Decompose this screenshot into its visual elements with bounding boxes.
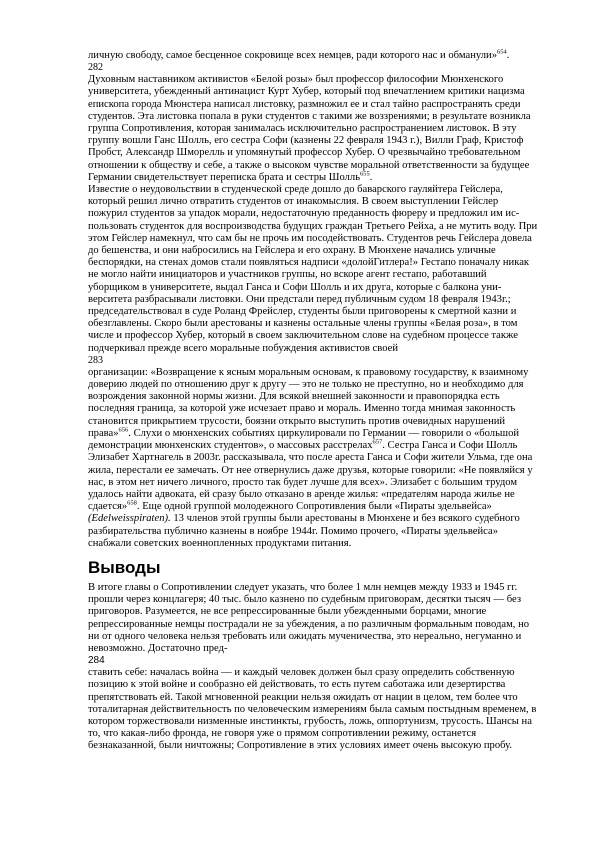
page-number-284: 284 [88,655,105,667]
footnote-ref-655[interactable]: 655 [360,170,370,178]
paragraph-text: организации: «Возвращение к ясным моральным основам, к правовому государству, к взаимному доверию людей по отношению друг к другу — это не только не преступно, но и необходимо для возрождения законной нормы жизни. Для всякой внешней законности и правопорядка есть последняя граница, за которой уже исчезает право и мораль. Именно тогда мнимая законность становится прикрытием трусости, боязни открыто выступить против очевидных нарушений права» [88,366,529,439]
paragraph-final: ставить себе: началась война — и каждый человек должен был сразу определить собственную позицию к этой войне и сообразно ей действовать, то есть путем саботажа или дезертирства препятствовать ей. Такой мгновенной реакции нельзя ожидать от нации в целом, тем более что тоталитарная действительность по человеческим измерениям была самым постыдным временем, в котором торжествовали низменные инстинкты, грубость, ложь, оппортунизм, трусость. Шансы на то, что какая-либо фронда, не говоря уже о прямом сопротивлении режиму, останется безнаказанной, были ничтожны; Сопротивление в этих условиях имеет очень высокую пробу. [88,667,537,752]
italic-term: (Edelweisspiraten). [88,513,171,525]
paragraph-conclusions: В итоге главы о Сопротивлении следует указать, что более 1 млн немцев между 1933 и 1945 гг. прошли через концлагеря; 40 тыс. было казнено по судебным приговорам, десятки тысяч — без приговоров. Разумеется, не все репрессированные были убежденными борцами, многие репрессированные немцы пострадали не за убеждения, а по различным формальным поводам, но ни от одного человека нельзя требовать или ожидать мученичества, это нереально, негуманно и невозможно. Достаточно пред- [88,581,530,654]
paragraph-text: . [369,171,373,183]
footnote-ref-658[interactable]: 658 [127,499,137,507]
paragraph-text: . Еще одной группой молодежного Сопротивления были «Пираты эдельвейса» [136,501,492,513]
paragraph-white-rose [88,74,540,184]
paragraph-text: личную свободу, самое бесценное сокровище всех немцев, ради которого нас и обманули» [88,50,497,61]
footnote-ref-654[interactable]: 654 [497,48,507,56]
paragraph-organization [88,367,540,550]
footnote-ref-656[interactable]: 656 [118,426,129,434]
page-number-283: 283 [88,354,103,366]
page-number-282: 282 [88,62,103,74]
section-heading: Выводы [88,557,161,577]
paragraph-text: . Сестра Ганса и Софи Шолль Элизабет Хартнагель в 2003г. рассказывала, что после ареста Ганса и Софи жители Ульма, где она жила, перестали ее замечать. От нее отвернулись даже друзья, которые говорили: «Не появляйся у нас, в этом нет ничего личного, просто так будет лучше для всех». Элизабет с большим трудом удалось найти адвоката, ей сразу было отказано в аренде жилья: «предателям народа жилье не сдается» [88,440,533,513]
footnote-ref-657[interactable]: 657 [372,438,383,446]
paragraph-text: . [506,50,510,61]
paragraph-text: . Слухи о мюнхенских событиях циркулировали по Германии — говорили о «большой демонстрации мюнхенских студентов», о массовых расстрелах [88,427,520,452]
paragraph-text: Духовным наставником активистов «Белой розы» был профессор философии Мюнхенского университета, убежденный антинацист Курт Хубер, который под впечатлением критики нацизма епископа города Мюнстера написал листовку, размножил ее и стал тайно распространять среди студентов. Эта листовка попала в руки студентов с такими же воззрениями; в результате возникла группа Сопротивления, которая занималась исключительно распространением листовок. В эту группу вошли Ганс Шолль, его сестра Софи (казнены 22 февраля 1943 г.), Вилли Граф, Кристоф Пробст, Александр Шморелль и упомянутый профессор Хубер. О чрезвычайно требовательном отношении к обществу и себе, а также о высоком чувстве моральной ответственности за будущее Германии свидетельствует переписка брата и сестры Шолль [88,74,531,183]
paragraph-continued [88,50,540,62]
paragraph-geisler: Известие о неудовольствии в студенческой среде дошло до баварского гауляйтера Гейслера, который решил лично отвратить студентов от инакомыслия. В своем выступлении Гейслер пожурил студентов за упадок морали, недостаточную преданность фюреру и предложил им ис-пользовать студенток для воспроизводства будущих граждан Третьего Рейха, а не мутить воду. При этом Гейслер намекнул, что сам бы не прочь им посодействовать. Студентов речь Гейслера довела до бешенства, и они набросились на Гейслера и его охрану. В Мюнхене начались уличные беспорядки, на стенах домов стали появляться надписи «долойГитлера!» Гестапо поначалу никак не могло найти инициаторов и участников группы, но вскоре агент гестапо, работавший уборщиком в университете, выдал Ганса и Софи Шолль и их друга, которые с балкона уни-верситета разбрасывали листовки. Они предстали перед публичным судом 18 февраля 1943г.; председательствовал в суде Роланд Фрейслер, студенты были приговорены к смертной казни и обезглавлены. Скоро были арестованы и казнены остальные члены группы «Белая роза», в том числе и профессор Хубер, который в своем заключительном слове на судебном процессе также подчеркивал прежде всего моральные побуждения активистов своей [88,184,538,354]
paragraph-text: 13 членов этой группы были арестованы в Мюнхене и без всякого судебного разбирательства публично казнены в ноябре 1944г. Помимо прочего, «Пираты эдельвейса» снабжали советских военнопленных продуктами питания. [88,513,520,549]
